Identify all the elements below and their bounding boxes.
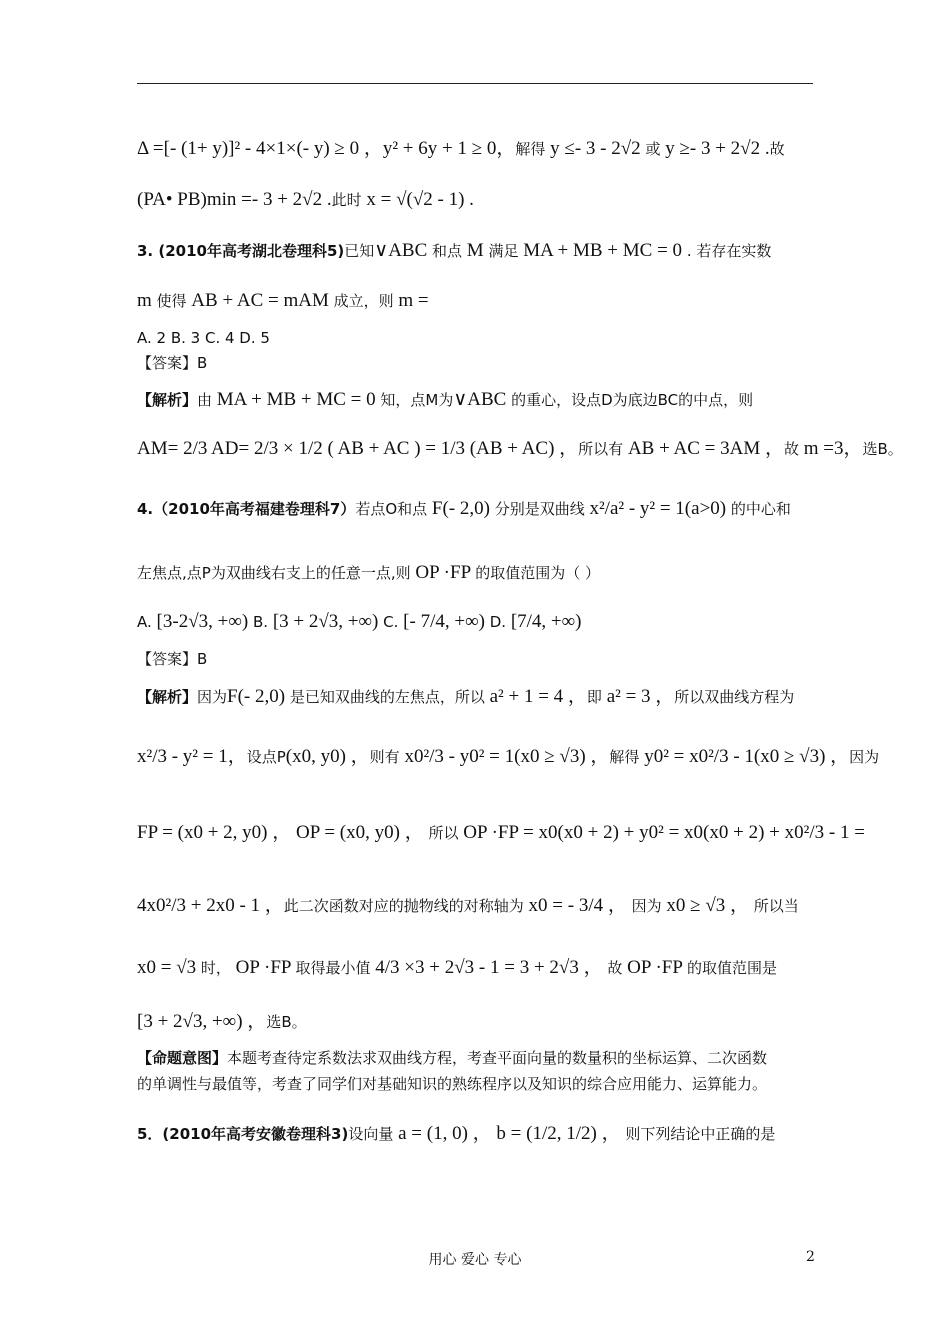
math-expression: 4x0²/3 + 2x0 - 1 ， [137,895,284,916]
math-expression: [- 7/4, +∞) [403,611,485,632]
text-span: 【解析】 [137,688,198,706]
text-line [137,389,753,411]
text-span: 因为 [849,748,880,766]
math-expression: [3-2√3, +∞) [156,611,249,632]
math-expression: F(- 2,0) [227,686,290,707]
math-expression: 4/3 ×3 + 2√3 - 1 = 3 + 2√3 ， [370,957,603,978]
text-span: 时， [200,959,231,977]
text-span: 解得 [515,140,546,158]
math-expression: F(- 2,0) [427,498,495,519]
text-span: 故 [783,440,799,458]
text-span: 设点P [246,748,286,766]
text-span: 满足 [488,242,519,260]
math-expression: OP ·FP [622,957,687,978]
text-span: 是已知双曲线的左焦点，所以 [289,688,485,706]
text-line [137,686,794,708]
math-expression: a = (1, 0) ， b = (1/2, 1/2) ， [393,1123,621,1144]
math-expression: M [462,240,489,261]
math-expression: ∨ABC [374,240,433,261]
text-span: 此时 [331,191,362,209]
text-span: 知，点M为 [380,391,454,409]
text-line [137,957,777,979]
text-line [137,1123,775,1145]
math-expression: x²/3 - y² = 1， [137,746,247,767]
text-span: 分别是双曲线 [494,500,585,518]
text-span: 【答案】B [137,354,208,372]
text-span: 若点O和点 [355,500,428,518]
text-line [137,822,865,844]
math-expression: AB + AC = mAM [186,290,334,311]
text-line [137,240,771,262]
text-line [137,1047,767,1069]
math-expression: m = [393,290,429,311]
text-span: 解得 [609,748,640,766]
math-expression: m [137,290,157,311]
math-expression: a² + 1 = 4 ， [484,686,587,707]
text-line [137,1011,307,1033]
text-line [137,352,207,374]
text-span: 所以当 [749,897,799,915]
text-span: 所以 [423,824,459,842]
text-span: 因为 [197,688,228,706]
text-span: D. [484,613,511,631]
text-span: 则有 [369,748,400,766]
text-span: 【答案】B [137,650,208,668]
text-span: 【命题意图】 [137,1049,228,1067]
text-span: 本题考查待定系数法求双曲线方程，考查平面向量的数量积的坐标运算、二次函数 [227,1049,768,1067]
math-expression: [7/4, +∞) [510,611,582,632]
text-line [137,498,791,520]
text-span: A. 2 B. 3 C. 4 D. 5 [137,329,270,347]
text-line [137,327,270,349]
math-expression: (x0, y0) ， [285,746,370,767]
text-span: 的取值范围是 [686,959,777,977]
math-expression: AB + AC = 3AM ， [623,438,784,459]
math-expression: ∨ABC [453,389,512,410]
text-span: 成立，则 [333,292,394,310]
math-expression: x0²/3 - y0² = 1(x0 ≥ √3) ， [399,746,610,767]
math-expression: y0² = x0²/3 - 1(x0 ≥ √3) ， [639,746,850,767]
text-span: 5．(2010年高考安徽卷理科3) [137,1125,349,1143]
text-span: 此二次函数对应的抛物线的对称轴为 [283,897,524,915]
math-expression: (PA• PB)min =- 3 + 2√2 . [137,189,332,210]
text-span: 所以有 [578,440,624,458]
math-expression: [3 + 2√3, +∞) [272,611,379,632]
math-expression: FP = (x0 + 2, y0) ， OP = (x0, y0) ， [137,822,424,843]
text-span: 和点 [432,242,463,260]
math-expression: MA + MB + MC = 0 [518,240,687,261]
math-expression: x0 = - 3/4 ， [523,895,627,916]
text-span: 设向量 [348,1125,394,1143]
text-span: 的中心和 [730,500,791,518]
math-expression: x²/a² - y² = 1(a>0) [584,498,731,519]
text-span: 3. (2010年高考湖北卷理科5) [137,242,345,260]
text-span: 因为 [626,897,662,915]
text-line [137,138,785,160]
page-footer: 用心 爱心 专心 [428,1252,522,1268]
text-span: 的单调性与最值等，考查了同学们对基础知识的熟练程序以及知识的综合应用能力、运算能力。 [137,1075,768,1093]
text-span: 【解析】 [137,391,198,409]
math-expression: Δ =[- (1+ y)]² - 4×1×(- y) ≥ 0 ，y² + 6y + 1 ≥ 0， [137,138,516,159]
text-line [137,648,207,670]
text-span: 由 [197,391,213,409]
text-line [137,611,582,633]
text-span: 左焦点,点P为双曲线右支上的任意一点,则 [137,564,411,582]
text-span: 即 [586,688,602,706]
text-line [137,189,474,211]
math-expression: OP ·FP = x0(x0 + 2) + y0² = x0(x0 + 2) + x0²/3 - 1 = [458,822,865,843]
math-expression: a² = 3 ， [601,686,675,707]
text-span: 4.（2010年高考福建卷理科7） [137,500,356,518]
text-span: 取得最小值 [295,959,371,977]
math-expression: m =3， [799,438,863,459]
text-line [137,438,903,460]
math-expression: MA + MB + MC = 0 [212,389,381,410]
text-line [137,895,799,917]
math-expression: y ≤- 3 - 2√2 [545,138,646,159]
text-span: 使得 [156,292,187,310]
text-span: 或 [645,140,661,158]
math-expression: x = √(√2 - 1) . [361,189,474,210]
text-span: 的取值范围为（ ） [475,564,600,582]
math-expression: y ≥- 3 + 2√2 . [660,138,770,159]
text-line [137,1073,767,1095]
text-line [137,746,879,768]
header-rule [137,83,813,84]
text-line [137,562,600,584]
text-span: 已知 [344,242,375,260]
math-expression: x0 = √3 [137,957,201,978]
text-span: 故 [769,140,785,158]
text-span: 的重心，设点D为底边BC的中点，则 [511,391,754,409]
text-span: B. [248,613,273,631]
math-expression: OP ·FP [230,957,296,978]
math-expression: x0 ≥ √3 ， [661,895,750,916]
text-span: . 若存在实数 [686,242,772,260]
text-span: 故 [602,959,623,977]
math-expression: AM= 2/3 AD= 2/3 × 1/2 ( AB + AC ) = 1/3 (AB + AC) ， [137,438,579,459]
text-line [137,290,429,312]
text-span: 则下列结论中正确的是 [620,1125,776,1143]
text-span: A. [137,613,157,631]
text-span: 选B。 [266,1013,307,1031]
page-number: 2 [806,1249,815,1265]
text-span: 选B。 [862,440,903,458]
math-expression: [3 + 2√3, +∞) ， [137,1011,267,1032]
math-expression: OP ·FP [410,562,476,583]
text-span: 所以双曲线方程为 [674,688,795,706]
text-span: C. [378,613,404,631]
